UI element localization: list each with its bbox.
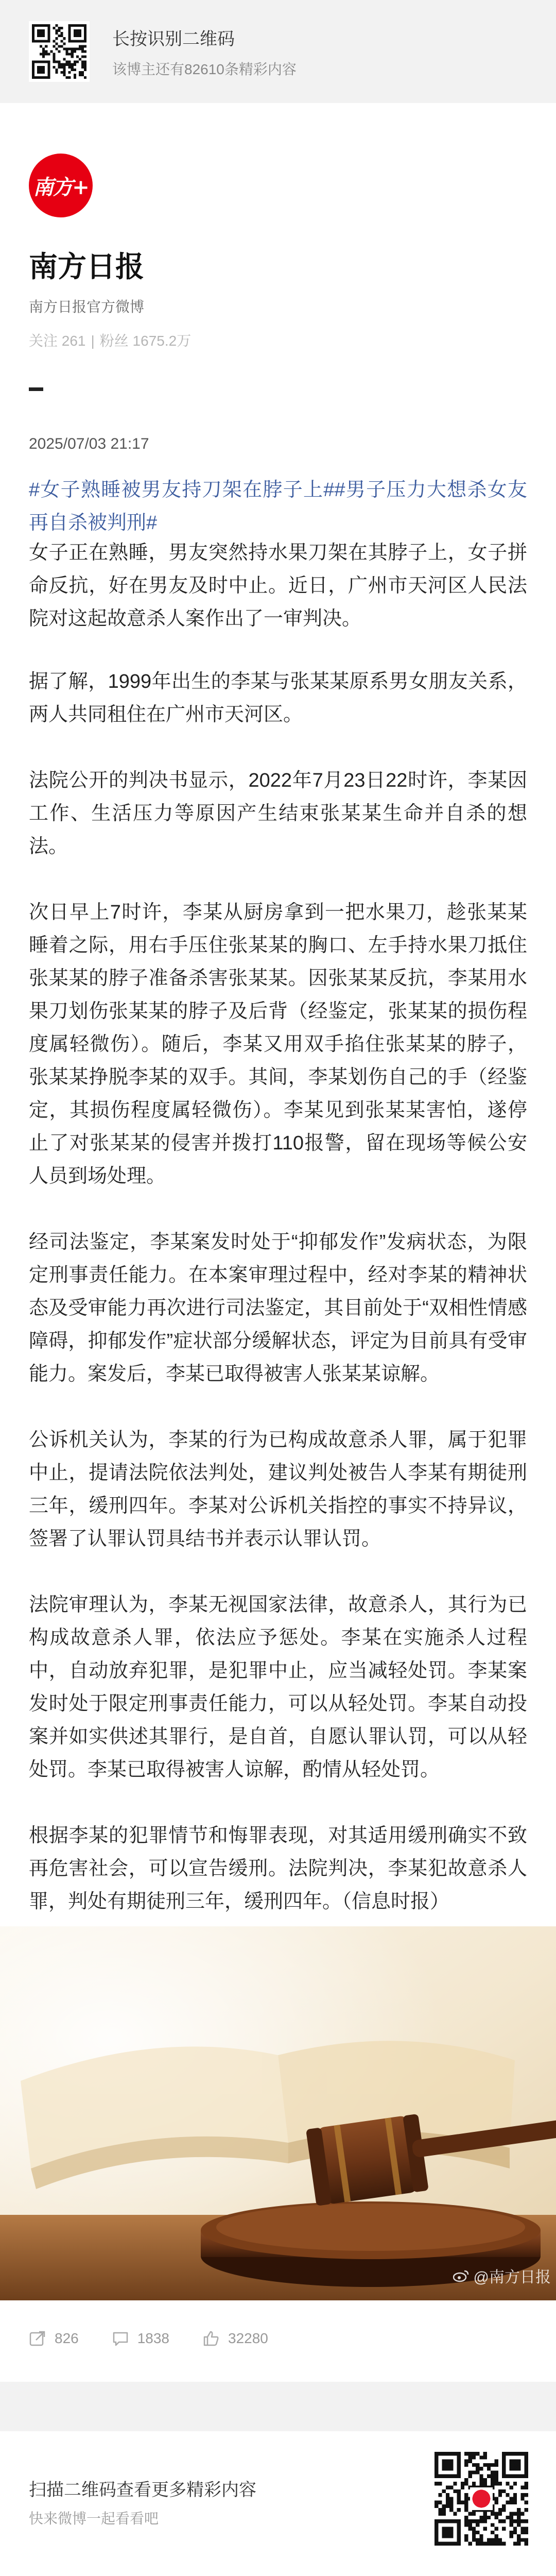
hashtag-link[interactable]: #女子熟睡被男友持刀架在脖子上# [29, 479, 335, 501]
thumbs-up-icon [202, 2330, 220, 2347]
account-description: 南方日报官方微博 [29, 299, 145, 315]
footer-qr-section [0, 2431, 556, 2570]
paragraph: 法院审理认为，李某无视国家法律，故意杀人，其行为已构成故意杀人罪，依法应予惩处。李某在实施杀人过程中，自动放弃犯罪，是犯罪中止，应当减轻处罚。李某案发时处于限定刑事责任能力，可以从轻处罚。李某自动投案并如实供述其罪行，是自首，自愿认罪认罚，可以从轻处罚。李某已取得被害人谅解，酌情从轻处罚。 [29, 1594, 527, 1781]
footer-subtitle: 快来微博一起看看吧 [29, 2511, 159, 2527]
paragraph: 公诉机关认为，李某的行为已构成故意杀人罪，属于犯罪中止，提请法院依法判处，建议判处被告人李某有期徒刑三年，缓刑四年。李某对公诉机关指控的事实不持异议，签署了认罪认罚具结书并表示认罪认罚。 [29, 1429, 527, 1550]
paragraph: 法院公开的判决书显示，2022年7月23日22时许，李某因工作、生活压力等原因产生结束张某某生命并自杀的想法。 [29, 770, 527, 857]
qr-banner [0, 0, 556, 103]
qr-code-small[interactable] [29, 21, 90, 82]
hashtag-link[interactable]: #男子压力大想杀女友再自杀被判刑# [29, 479, 527, 534]
section-divider [0, 2382, 556, 2431]
weibo-icon [453, 2269, 470, 2282]
paragraph: 女子正在熟睡，男友突然持水果刀架在其脖子上，女子拼命反抗，好在男友及时中止。近日，广州市天河区人民法院对这起故意杀人案作出了一审判决。 [29, 542, 527, 630]
post-image[interactable] [0, 1926, 556, 2300]
avatar-logo-text: 南方+ [33, 175, 89, 199]
avatar[interactable] [29, 154, 93, 217]
post-body [0, 473, 556, 1918]
like-button[interactable] [202, 2330, 268, 2347]
footer-title: 扫描二维码查看更多精彩内容 [29, 2480, 256, 2500]
watermark-text: @南方日报 [473, 2269, 551, 2286]
account-stats: 关注 261 | 粉丝 1675.2万 [29, 333, 192, 349]
hashtag-line [29, 473, 527, 539]
like-count: 32280 [228, 2330, 268, 2346]
paragraph: 经司法鉴定，李某案发时处于“抑郁发作”发病状态，为限定刑事责任能力。在本案审理过程中，经对李某的精神状态及受审能力再次进行司法鉴定，其目前处于“双相性情感障碍，抑郁发作”症状部分缓解状态，评定为目前具有受审能力。案发后，李某已取得被害人张某某谅解。 [29, 1231, 527, 1385]
paragraph: 次日早上7时许，李某从厨房拿到一把水果刀，趁张某某睡着之际，用右手压住张某某的胸口、左手持水果刀抵住张某某的脖子准备杀害张某某。因张某某反抗，李某用水果刀划伤张某某的脖子及后背（经鉴定，张某某的损伤程度属轻微伤）。随后，李某又用双手掐住张某某的脖子，张某某挣脱李某的双手。其间，李某划伤自己的手（经鉴定，其损伤程度属轻微伤）。李某见到张某某害怕，遂停止了对张某某的侵害并拨打110报警，留在现场等候公安人员到场处理。 [29, 902, 527, 1187]
paragraph: 据了解，1999年出生的李某与张某某原系男女朋友关系，两人共同租住在广州市天河区。 [29, 671, 527, 725]
followers-count: 粉丝 1675.2万 [99, 333, 192, 349]
profile-section [0, 103, 556, 391]
image-watermark [453, 2264, 551, 2287]
paragraph: 根据李某的犯罪情节和悔罪表现，对其适用缓刑确实不致再危害社会，可以宣告缓刑。法院判决，李某犯故意杀人罪，判处有期徒刑三年，缓刑四年。（信息时报） [29, 1825, 527, 1912]
following-count: 关注 261 [29, 333, 86, 349]
divider-dash [29, 387, 43, 391]
repost-button[interactable] [29, 2330, 79, 2347]
post-date: 2025/07/03 21:17 [29, 435, 149, 452]
banner-title: 长按识别二维码 [112, 29, 235, 49]
qr-code-large[interactable] [435, 2452, 528, 2546]
repost-icon [29, 2330, 46, 2347]
account-name[interactable]: 南方日报 [29, 250, 144, 283]
comment-button[interactable] [112, 2330, 169, 2347]
comment-icon [112, 2330, 129, 2347]
comment-count: 1838 [137, 2330, 170, 2346]
banner-subtitle: 该博主还有82610条精彩内容 [112, 61, 297, 77]
repost-count: 826 [55, 2330, 79, 2346]
action-bar [0, 2323, 556, 2354]
